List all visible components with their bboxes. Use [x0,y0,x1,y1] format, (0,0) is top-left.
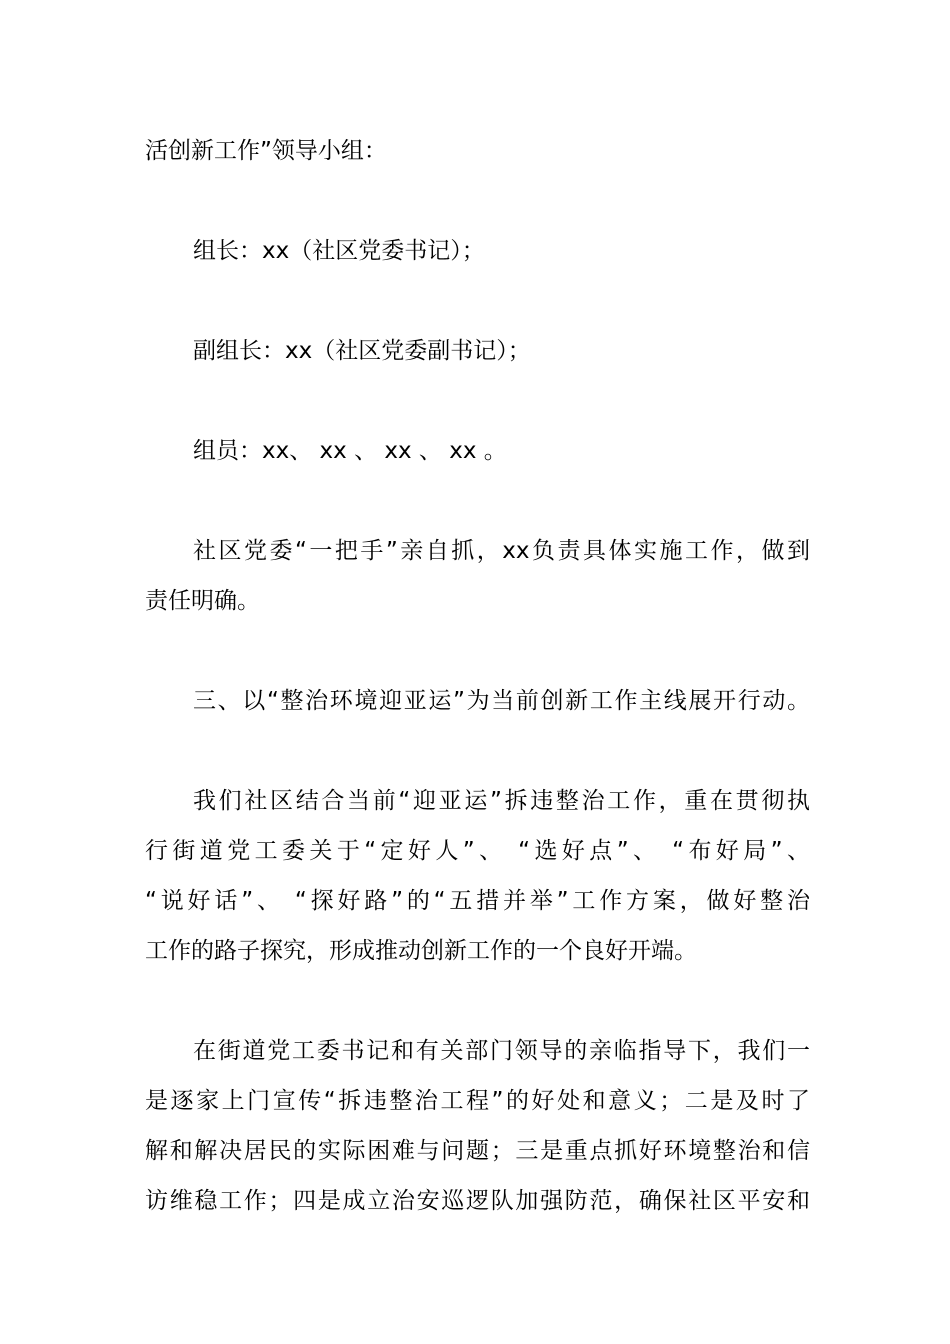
text-line: 活创新工作”领导小组： [145,138,387,164]
text-line: 社区党委“一把手”亲自抓，xx负责具体实施工作，做到 [193,538,810,564]
text-line: 行街道党工委关于“定好人”、 “选好点”、 “布好局”、 [145,838,810,864]
text-line: 是逐家上门宣传“拆违整治工程”的好处和意义；二是及时了 [145,1088,810,1114]
text-line: 访维稳工作；四是成立治安巡逻队加强防范，确保社区平安和 [145,1188,810,1214]
text-line: 我们社区结合当前“迎亚运”拆违整治工作，重在贯彻执 [193,788,810,814]
text-line: 组长：xx（社区党委书记）； [193,238,485,264]
text-line: 组员：xx、 xx 、 xx 、 xx 。 [193,438,507,464]
text-line: 解和解决居民的实际困难与问题；三是重点抓好环境整治和信 [145,1138,810,1164]
text-line: 在街道党工委书记和有关部门领导的亲临指导下，我们一 [193,1038,810,1064]
section-heading: 三、以“整治环境迎亚运”为当前创新工作主线展开行动。 [193,688,810,714]
text-line: 工作的路子探究，形成推动创新工作的一个良好开端。 [145,938,697,964]
text-line: “说好话”、 “探好路”的“五措并举”工作方案，做好整治 [145,888,810,914]
text-line: 责任明确。 [145,588,260,614]
text-line: 副组长：xx（社区党委副书记）； [193,338,531,364]
